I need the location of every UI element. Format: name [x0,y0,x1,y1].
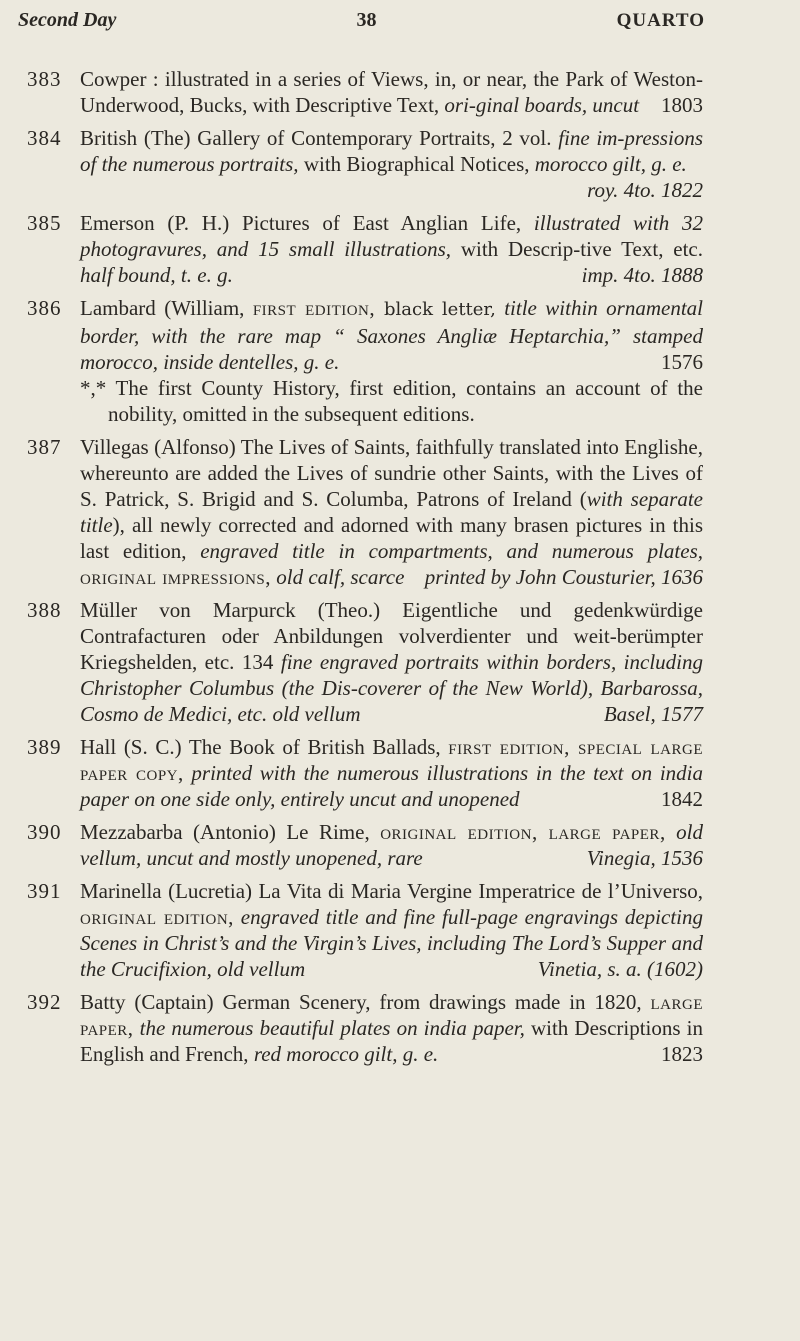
running-header [18,9,705,39]
black-letter-note: black letter, [375,299,496,320]
lot-description: British (The) Gallery of Contemporary Portraits, 2 vol. fine im-pressions of the numerous portraits, with Biographical Notices, morocco gilt, g. e. roy. 4to. 1822 [80,126,703,202]
lot-note: *,* The first County History, first edition, contains an account of the nobility, omitted in the subsequent editions. [80,376,703,426]
lot-imprint: Vinetia, s. a. (1602) [537,957,703,981]
lot-number: 392 [27,990,62,1014]
lot-number: 389 [27,735,62,759]
lot-number: 386 [27,296,62,320]
lot-description: Marinella (Lucretia) La Vita di Maria Vergine Imperatrice de l’Universo, original edition, engraved title and fine full-page engravings depicting Scenes in Christ’s and the Virgin’s Lives, including The Lord’s Supper and the Crucifixion, old vellum Vinetia, s. a. (1602) [80,879,703,981]
lot-imprint: 1576 [661,350,703,374]
lot-imprint: Vinegia, 1536 [586,846,703,870]
lot-imprint: imp. 4to. 1888 [581,263,703,287]
lot-list [27,66,703,1074]
lot-entry [27,597,703,727]
lot-imprint: 1803 [661,93,703,117]
lot-imprint: printed by John Cousturier, 1636 [424,565,703,589]
lot-number: 385 [27,211,62,235]
lot-number: 387 [27,435,62,459]
lot-entry [27,734,703,812]
header-section-title: Second Day [18,9,117,31]
header-format: QUARTO [616,10,705,31]
lot-description: Cowper : illustrated in a series of Views, in, or near, the Park of Weston-Underwood, Bucks, with Descriptive Text, ori-ginal boards, uncut 1803 [80,67,703,117]
lot-description: Lambard (William, first edition, black letter, title within ornamental border, with the rare map “ Saxones Angliæ Heptarchia,” stamped morocco, inside dentelles, g. e. 1576 *,* The first County History, first edition, contains an account of the nobility, omitted in the subsequent editions. [80,296,704,426]
lot-number: 388 [27,598,62,622]
lot-description: Müller von Marpurck (Theo.) Eigentliche und gedenkwürdige Contrafacturen oder Anbildungen volverdienter und weit-berümpter Kriegshelden, etc. 134 fine engraved portraits within borders, including Christopher Columbus (the Dis-coverer of the New World), Barbarossa, Cosmo de Medici, etc. old vellum Basel, 1577 [80,598,703,726]
lot-number: 383 [27,67,62,91]
lot-entry [27,989,703,1067]
lot-number: 384 [27,126,62,150]
lot-imprint: 1823 [661,1042,703,1066]
lot-entry [27,819,703,871]
lot-imprint: Basel, 1577 [603,702,703,726]
lot-number: 391 [27,879,62,903]
page-number: 38 [356,9,377,31]
lot-description: Hall (S. C.) The Book of British Ballads, first edition, special large paper copy, printed with the numerous illustrations in the text on india paper on one side only, entirely uncut and unopened 1842 [80,735,704,811]
lot-entry [27,434,703,590]
lot-entry [27,295,703,427]
lot-description: Batty (Captain) German Scenery, from drawings made in 1820, large paper, the numerous beautiful plates on india paper, with Descriptions in English and French, red morocco gilt, g. e. 1823 [80,990,703,1066]
lot-description: Villegas (Alfonso) The Lives of Saints, faithfully translated into Englishe, whereunto are added the Lives of sundrie other Saints, with the Lives of S. Patrick, S. Brigid and S. Columba, Patrons of Ireland (with separate title), all newly corrected and adorned with many brasen pictures in this last edition, engraved title in compartments, and numerous plates, original impressions, old calf, scarce printed by John Cousturier, 1636 [80,435,703,589]
lot-entry [27,125,703,203]
lot-entry [27,878,703,982]
lot-description: Emerson (P. H.) Pictures of East Anglian Life, illustrated with 32 photogravures, and 15 small illustrations, with Descrip-tive Text, etc. half bound, t. e. g. imp. 4to. 1888 [80,211,703,287]
lot-imprint: roy. 4to. 1822 [587,178,703,202]
lot-entry [27,66,703,118]
lot-description: Mezzabarba (Antonio) Le Rime, original edition, large paper, old vellum, uncut and mostly unopened, rare Vinegia, 1536 [80,820,704,870]
lot-imprint: 1842 [661,787,703,811]
lot-number: 390 [27,820,62,844]
lot-entry [27,210,703,288]
